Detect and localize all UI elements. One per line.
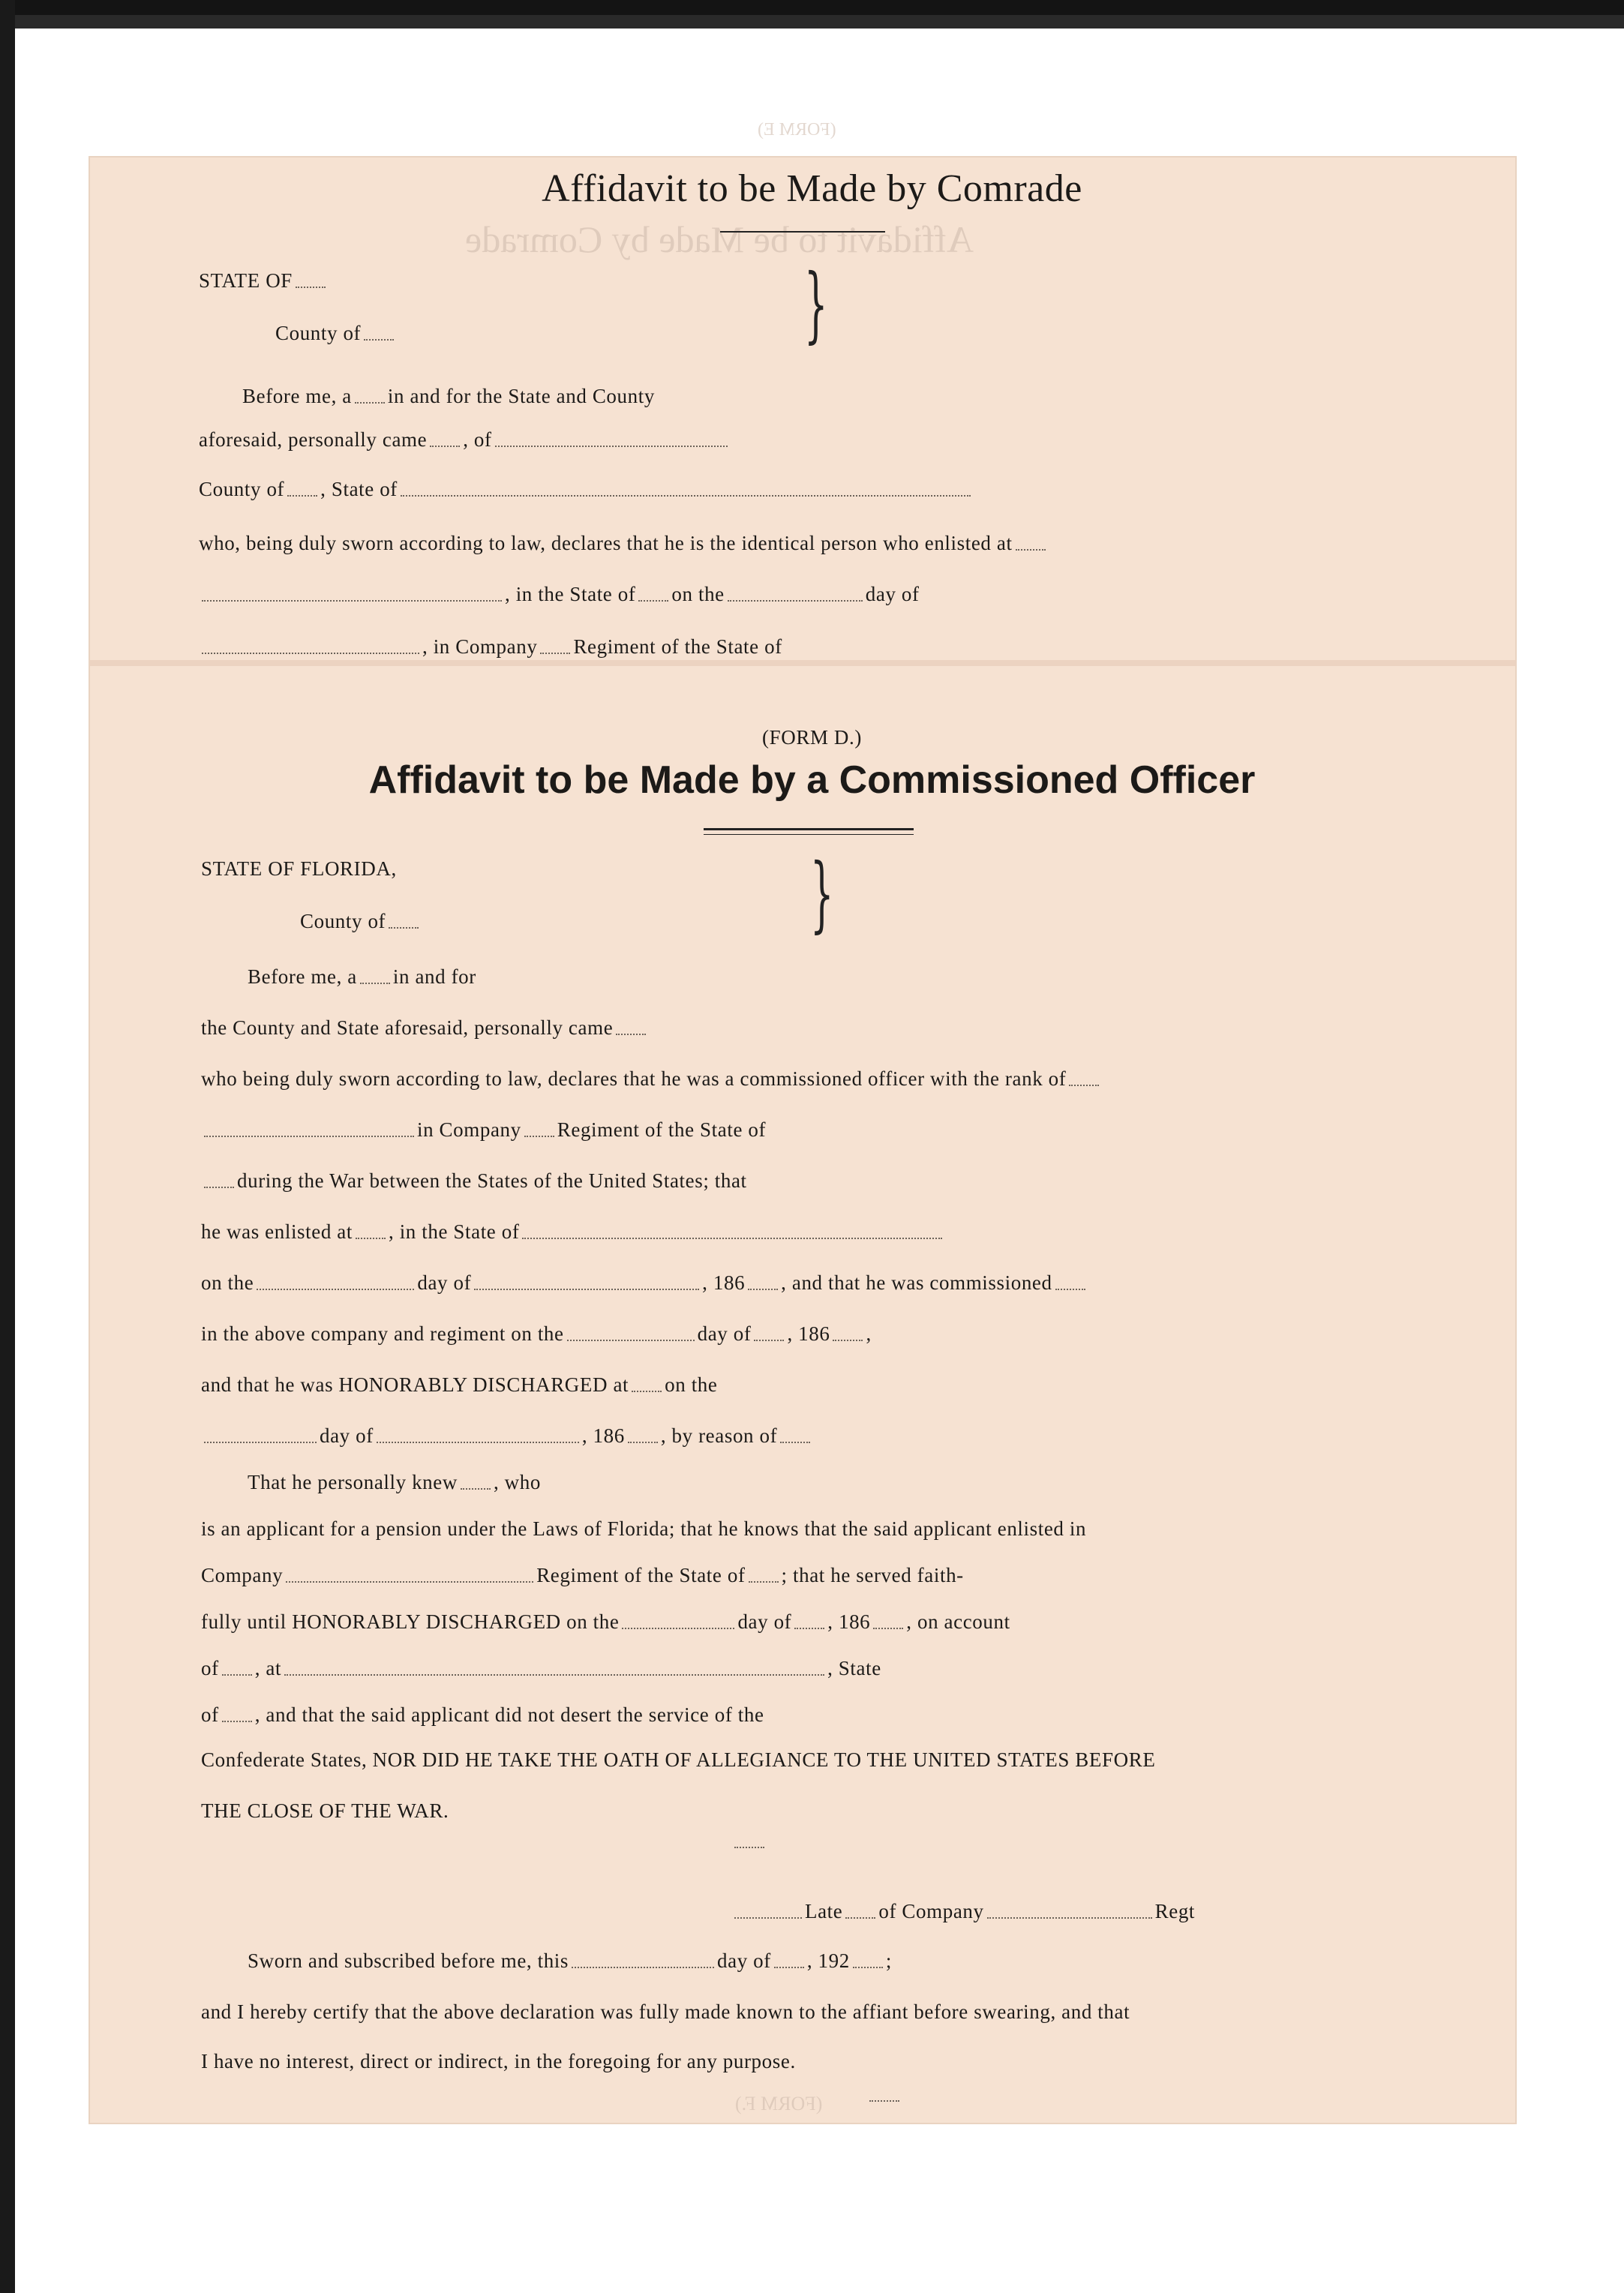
bleed-through-form-f: (FORM F.) [735,2093,823,2114]
officer-title-field-2[interactable] [360,983,390,984]
officer-reason-line: day of , 186 , by reason of [201,1424,1406,1448]
officer-interest-line: I have no interest, direct or indirect, in the foregoing for any purpose. [201,2050,796,2072]
company-field-2[interactable] [524,1136,554,1137]
comrade-company-line: , in Company Regiment of the State of [199,635,1405,659]
state-field-2[interactable] [401,495,971,497]
name-field[interactable] [430,446,460,447]
officer-signature-line [731,1847,1406,1853]
late-rank-field[interactable] [845,1917,875,1919]
title-underline [720,231,885,233]
month-field-2[interactable] [754,1340,784,1341]
comrade-who-being-line: who, being duly sworn according to law, declares that he is the identical person who enlisted at [199,531,1405,555]
officer-applicant-company-line: Company Regiment of the State of ; that he served faith- [201,1564,964,1586]
paper-fold [90,660,1515,666]
county-of-label: County of [275,322,362,344]
signature-field[interactable] [734,1847,764,1848]
scan-top-border [0,0,1624,15]
county-field-2[interactable] [287,495,317,497]
comrade-state-line [199,269,829,293]
residence-field[interactable] [495,446,728,447]
officer-desert-line: of , and that the said applicant did not desert the service of the [201,1703,764,1726]
discharge-place-field[interactable] [632,1391,662,1392]
month-field[interactable] [474,1289,699,1290]
state-of-field[interactable] [222,1721,252,1722]
county-field-3[interactable] [389,927,419,929]
enlisted-at-field[interactable] [1016,549,1046,551]
place-field[interactable] [202,600,502,602]
officer-aforesaid-line: the County and State aforesaid, personally came [201,1016,1406,1040]
sworn-day-field[interactable] [572,1967,714,1968]
reason-field[interactable] [780,1442,810,1443]
account-field[interactable] [222,1674,252,1676]
commission-field[interactable] [1055,1289,1085,1290]
late-company-field[interactable] [987,1917,1152,1919]
month-field-4[interactable] [794,1628,824,1629]
title-underline-thick [704,828,914,830]
title-underline-thin [704,834,914,835]
enlist-day-field[interactable] [728,600,863,602]
officer-certify-line: and I hereby certify that the above declaration was fully made known to the affiant before swearing, and that [201,2000,1130,2023]
company-field[interactable] [540,653,570,654]
officer-affidavit-title: Affidavit to be Made by a Commissioned Officer [368,758,1256,802]
late-prefix-field[interactable] [734,1917,802,1919]
officer-title-field[interactable] [355,402,385,404]
officer-name-field[interactable] [616,1034,646,1035]
officer-late-line: Late of Company Regt [731,1899,1406,1923]
officer-county-line: County of [300,909,829,933]
day-field[interactable] [257,1289,414,1290]
comrade-affidavit-title: Affidavit to be Made by Comrade [542,167,1082,210]
applicant-company-field[interactable] [286,1581,533,1583]
officer-war-line: during the War between the States of the United States; that [201,1169,1406,1193]
officer-commissioned-line: on the day of , 186 , and that he was commissioned [201,1271,1406,1295]
year-field-4[interactable] [873,1628,903,1629]
applicant-state-field[interactable] [749,1581,779,1583]
state-field[interactable] [296,287,326,288]
county-field[interactable] [364,339,394,341]
date-field[interactable] [202,653,419,654]
scan-top-shadow [15,15,1624,29]
day-field-4[interactable] [622,1628,734,1629]
officer-sworn-line: Sworn and subscribed before me, this day of , 192 ; [248,1949,892,1972]
officer-of-at-line: of , at , State [201,1657,881,1679]
bleed-through-title: Affidavit to be Made by Comrade [465,218,974,260]
regiment-state-field[interactable] [204,1187,234,1188]
officer-enlisted-line: he was enlisted at , in the State of [201,1220,1406,1244]
comrade-before-line: Before me, a in and for the State and County [242,385,655,407]
at-field[interactable] [284,1674,824,1676]
officer-close-line: THE CLOSE OF THE WAR. [201,1799,449,1822]
officer-final-signature-line [866,2100,1406,2106]
officer-applicant-line: is an applicant for a pension under the Laws of Florida; that he knows that the said applicant enlisted in [201,1517,1087,1540]
comrade-state-date-line: , in the State of on the day of [199,582,1405,606]
bleed-through-form-e: (FORM E) [758,120,836,140]
officer-knew-line: That he personally knew , who [248,1471,541,1493]
day-field-2[interactable] [567,1340,695,1341]
officer-regiment-date-line: in the above company and regiment on the day of , 186 , [201,1322,872,1345]
month-field-3[interactable] [377,1442,579,1443]
sworn-year-field[interactable] [853,1967,883,1968]
year-field-2[interactable] [833,1340,863,1341]
officer-company-line: in Company Regiment of the State of [201,1118,1406,1142]
form-d-label: (FORM D.) [762,726,862,749]
final-signature-field[interactable] [869,2100,899,2102]
sworn-month-field[interactable] [774,1967,804,1968]
enlisted-at-field-2[interactable] [356,1238,386,1239]
day-field-3[interactable] [204,1442,317,1443]
blank-field[interactable] [204,1136,414,1137]
comrade-county-state-line: County of , State of [199,477,1405,501]
rank-field[interactable] [1069,1085,1099,1086]
officer-rank-line: who being duly sworn according to law, declares that he was a commissioned officer with the rank of [201,1067,1406,1091]
state-of-label: STATE OF [199,269,293,292]
officer-discharged-line: and that he was HONORABLY DISCHARGED at on the [201,1373,718,1396]
comrade-county-line [275,321,829,345]
applicant-name-field[interactable] [461,1488,491,1490]
officer-confederate-line: Confederate States, NOR DID HE TAKE THE OATH OF ALLEGIANCE TO THE UNITED STATES BEFORE [201,1748,1156,1771]
officer-before-line: Before me, a in and for [248,965,476,988]
brace-icon: } [810,845,834,941]
officer-state-line: STATE OF FLORIDA, [201,857,397,880]
scan-left-border [0,0,15,2293]
officer-fully-line: fully until HONORABLY DISCHARGED on the day of , 186 , on account [201,1610,1010,1633]
year-field-3[interactable] [628,1442,658,1443]
enlist-state-field[interactable] [638,600,668,602]
brace-icon: } [804,256,828,352]
comrade-aforesaid-line: aforesaid, personally came , of [199,428,1405,452]
year-field[interactable] [748,1289,778,1290]
enlisted-state-field[interactable] [522,1238,942,1239]
